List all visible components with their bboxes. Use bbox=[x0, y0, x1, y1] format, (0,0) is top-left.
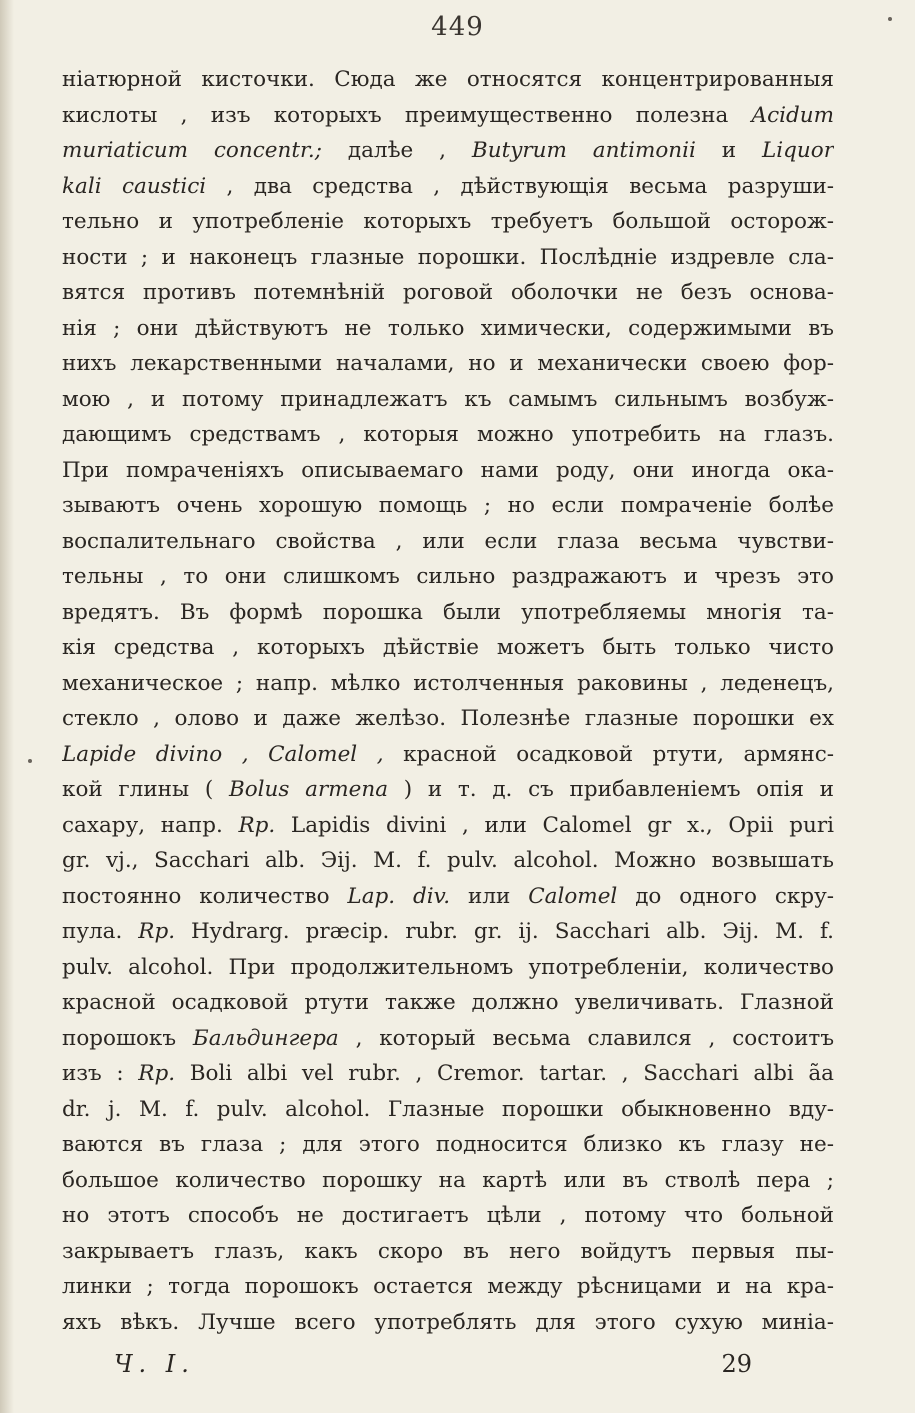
text-line bbox=[62, 1092, 834, 1128]
text-segment: линки ; тогда порошокъ остается между рѣсницами и на кра- bbox=[62, 1274, 834, 1299]
ink-speck bbox=[888, 17, 892, 21]
text-segment: постоянно количество bbox=[62, 883, 348, 909]
text-line bbox=[62, 311, 834, 347]
text-line bbox=[62, 1234, 834, 1270]
text-line bbox=[62, 62, 834, 98]
text-line bbox=[62, 985, 834, 1021]
italic-segment: Calomel bbox=[528, 883, 618, 909]
text-segment: ніатюрной кисточки. Сюда же относятся концентрированныя bbox=[62, 67, 834, 92]
text-segment: до одного скру- bbox=[617, 883, 834, 909]
text-line bbox=[62, 453, 834, 489]
text-segment: ) и т. д. съ прибавленіемъ опія и bbox=[388, 777, 834, 802]
text-segment: далѣе , bbox=[321, 138, 472, 163]
text-segment: Lapidis divini , или Calomel gr x., Opii puri bbox=[275, 812, 834, 838]
text-segment: Boli albi vel rubr. , Cremor. tartar. , Sacchari albi ãa bbox=[175, 1061, 834, 1086]
text-line bbox=[62, 1163, 834, 1199]
italic-segment: Rp. bbox=[238, 812, 276, 838]
page-footer bbox=[62, 1350, 834, 1384]
text-line bbox=[62, 98, 834, 134]
text-line bbox=[62, 701, 834, 737]
text-line bbox=[62, 737, 834, 773]
sheet-number: 29 bbox=[721, 1350, 752, 1378]
text-line bbox=[62, 950, 834, 986]
text-segment: вредятъ. Въ формѣ порошка были употребляемы многія та- bbox=[62, 599, 834, 625]
text-segment: dr. j. M. f. pulv. alcohol. Глазные порошки обыкновенно вду- bbox=[62, 1096, 834, 1122]
italic-segment: Lap. div. bbox=[347, 883, 451, 909]
text-segment: ваются въ глаза ; для этого подносится близко къ глазу не- bbox=[62, 1132, 834, 1157]
text-line bbox=[62, 1056, 834, 1092]
text-segment: нихъ лекарственными началами, но и механически своею фор- bbox=[62, 351, 834, 376]
italic-segment: Butyrum antimonii bbox=[471, 138, 696, 163]
text-segment: порошокъ bbox=[62, 1025, 193, 1051]
text-line bbox=[62, 879, 834, 915]
text-segment: или bbox=[450, 883, 529, 909]
text-segment: тельны , то они слишкомъ сильно раздражаютъ и чрезъ это bbox=[62, 564, 834, 589]
text-segment: большое количество порошку на картѣ или въ стволѣ пера ; bbox=[62, 1167, 834, 1193]
text-line bbox=[62, 169, 834, 205]
italic-segment: Lapide divino , Calomel , bbox=[62, 741, 384, 767]
text-segment: тельно и употребленіе которыхъ требуетъ большой осторож- bbox=[62, 209, 834, 234]
text-line bbox=[62, 1127, 834, 1163]
text-segment: кія средства , которыхъ дѣйствіе можетъ быть только чисто bbox=[62, 635, 834, 660]
text-segment: , который весьма славился , состоитъ bbox=[338, 1025, 834, 1051]
text-segment: зываютъ очень хорошую помощь ; но если помраченіе болѣе bbox=[62, 493, 834, 518]
text-line bbox=[62, 488, 834, 524]
text-segment: вятся противъ потемнѣній роговой оболочки не безъ основа- bbox=[62, 280, 834, 305]
text-line bbox=[62, 1021, 834, 1057]
italic-segment: Acidum bbox=[751, 102, 834, 128]
text-segment: красной осадковой ртути также должно увеличивать. Глазной bbox=[62, 990, 834, 1015]
text-segment: При помраченіяхъ описываемаго нами роду, они иногда ока- bbox=[62, 457, 834, 483]
text-line bbox=[62, 1269, 834, 1305]
text-segment: и bbox=[695, 138, 762, 163]
text-line bbox=[62, 133, 834, 169]
italic-segment: Liquor bbox=[762, 138, 834, 163]
page-edge-shadow bbox=[0, 0, 14, 1413]
text-segment: яхъ вѣкъ. Лучше всего употреблять для этого сухую миніа- bbox=[62, 1309, 834, 1335]
text-segment: механическое ; напр. мѣлко истолченныя раковины , леденецъ, bbox=[62, 670, 834, 696]
text-line bbox=[62, 559, 834, 595]
italic-segment: muriaticum concentr.; bbox=[62, 138, 322, 163]
text-line bbox=[62, 808, 834, 844]
italic-segment: Rp. bbox=[138, 1061, 176, 1086]
text-segment: кой глины ( bbox=[62, 777, 229, 802]
text-line bbox=[62, 1198, 834, 1234]
ink-speck bbox=[28, 759, 32, 763]
text-segment: стекло , олово и даже желѣзо. Полезнѣе глазные порошки ex bbox=[62, 706, 834, 731]
page-number: 449 bbox=[431, 12, 484, 42]
text-line bbox=[62, 772, 834, 808]
text-segment: сахару, напр. bbox=[62, 812, 239, 838]
text-segment: изъ : bbox=[62, 1061, 139, 1086]
text-line bbox=[62, 1305, 834, 1341]
text-segment: Hydrarg. præcip. rubr. gr. ij. Sacchari alb. Эij. M. f. bbox=[175, 919, 834, 944]
text-line bbox=[62, 275, 834, 311]
text-segment: воспалительнаго свойства , или если глаза весьма чувстви- bbox=[62, 528, 834, 554]
text-segment: кислоты , изъ которыхъ преимущественно полезна bbox=[62, 102, 752, 128]
italic-segment: Rp. bbox=[138, 919, 176, 944]
text-segment: пула. bbox=[62, 919, 139, 944]
italic-segment: Бальдингера bbox=[192, 1025, 339, 1051]
text-line bbox=[62, 630, 834, 666]
italic-segment: Bolus armena bbox=[228, 777, 389, 802]
body-text bbox=[62, 62, 834, 1340]
text-line bbox=[62, 524, 834, 560]
text-line bbox=[62, 240, 834, 276]
text-line bbox=[62, 843, 834, 879]
signature-mark: Ч. I. bbox=[114, 1350, 195, 1378]
text-segment: но этотъ способъ не достигаетъ цѣли , потому что больной bbox=[62, 1203, 834, 1228]
text-line bbox=[62, 914, 834, 950]
italic-segment: kali caustici bbox=[62, 173, 207, 199]
text-segment: дающимъ средствамъ , которыя можно употребить на глазъ. bbox=[62, 422, 834, 447]
text-segment: красной осадковой ртути, армянс- bbox=[383, 741, 834, 767]
text-line bbox=[62, 382, 834, 418]
text-segment: pulv. alcohol. При продолжительномъ употребленіи, количество bbox=[62, 954, 834, 980]
text-segment: мою , и потому принадлежатъ къ самымъ сильнымъ возбуж- bbox=[62, 386, 834, 412]
text-segment: ности ; и наконецъ глазные порошки. Послѣдніе издревле сла- bbox=[62, 244, 834, 270]
text-segment: нія ; они дѣйствуютъ не только химически, содержимыми въ bbox=[62, 315, 834, 341]
text-segment: , два средства , дѣйствующія весьма разруши- bbox=[206, 173, 834, 199]
text-line bbox=[62, 595, 834, 631]
text-line bbox=[62, 346, 834, 382]
text-segment: gr. vj., Sacchari alb. Эij. M. f. pulv. alcohol. Можно возвышать bbox=[62, 848, 834, 873]
text-segment: закрываетъ глазъ, какъ скоро въ него войдутъ первыя пы- bbox=[62, 1238, 834, 1264]
text-line bbox=[62, 666, 834, 702]
text-line bbox=[62, 417, 834, 453]
text-line bbox=[62, 204, 834, 240]
